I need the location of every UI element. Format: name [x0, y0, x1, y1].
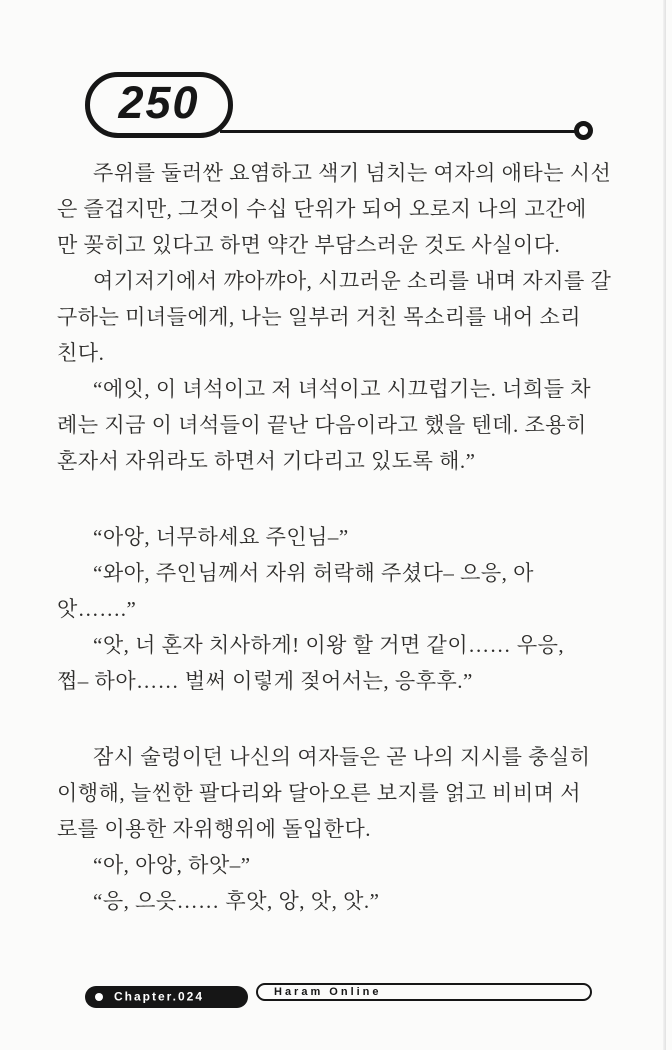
narration-paragraph	[57, 263, 629, 371]
text-line: 친다.	[57, 341, 105, 365]
chapter-label: Chapter.024	[114, 989, 205, 1004]
text-line: 은 즐겁지만, 그것이 수십 단위가 되어 오로지 나의 고간에	[57, 197, 587, 221]
chapter-badge	[85, 986, 248, 1008]
book-title-label: Haram Online	[274, 986, 382, 998]
text-line: 주위를 둘러싼 요염하고 색기 넘치는 여자의 애타는 시선	[93, 161, 612, 185]
page-number-badge	[85, 72, 233, 138]
header-rule	[220, 130, 578, 133]
text-line: 이행해, 늘씬한 팔다리와 달아오른 보지를 얽고 비비며 서	[57, 781, 582, 805]
page-edge-shadow	[663, 0, 666, 1050]
page-number: 250	[118, 77, 200, 128]
text-line: “아, 아앙, 하앗–”	[93, 853, 251, 877]
text-line: “와아, 주인님께서 자위 허락해 주셨다– 으응, 아	[93, 561, 534, 585]
bullet-dot-icon	[95, 993, 103, 1001]
text-line: “아앙, 너무하세요 주인님–”	[93, 525, 349, 549]
text-line: 앗…….”	[57, 597, 137, 621]
text-line: 로를 이용한 자위행위에 돌입한다.	[57, 817, 372, 841]
dialogue-paragraph	[57, 627, 629, 699]
text-line: 여기저기에서 꺄아꺄아, 시끄러운 소리를 내며 자지를 갈	[93, 269, 612, 293]
text-line: 구하는 미녀들에게, 나는 일부러 거친 목소리를 내어 소리	[57, 305, 582, 329]
paragraph-spacer	[57, 479, 629, 519]
text-line: “에잇, 이 녀석이고 저 녀석이고 시끄럽기는. 너희들 차	[93, 377, 592, 401]
header-rule-endcap-icon	[574, 121, 593, 140]
text-line: 만 꽂히고 있다고 하면 약간 부담스러운 것도 사실이다.	[57, 233, 561, 257]
dialogue-paragraph	[57, 883, 629, 919]
narration-paragraph	[57, 739, 629, 847]
body-text	[57, 155, 629, 919]
text-line: 쩝– 하아…… 벌써 이렇게 젖어서는, 응후후.”	[57, 669, 473, 693]
text-line: 잠시 술렁이던 나신의 여자들은 곧 나의 지시를 충실히	[93, 745, 591, 769]
text-line: “앗, 너 혼자 치사하게! 이왕 할 거면 같이…… 우응,	[93, 633, 565, 657]
text-line: 례는 지금 이 녀석들이 끝난 다음이라고 했을 텐데. 조용히	[57, 413, 587, 437]
dialogue-paragraph	[57, 371, 629, 479]
dialogue-paragraph	[57, 847, 629, 883]
dialogue-paragraph	[57, 555, 629, 627]
text-line: 혼자서 자위라도 하면서 기다리고 있도록 해.”	[57, 449, 476, 473]
text-line: “응, 으읏…… 후앗, 앙, 앗, 앗.”	[93, 889, 380, 913]
narration-paragraph	[57, 155, 629, 263]
dialogue-paragraph	[57, 519, 629, 555]
book-title-badge	[256, 983, 592, 1001]
paragraph-spacer	[57, 699, 629, 739]
